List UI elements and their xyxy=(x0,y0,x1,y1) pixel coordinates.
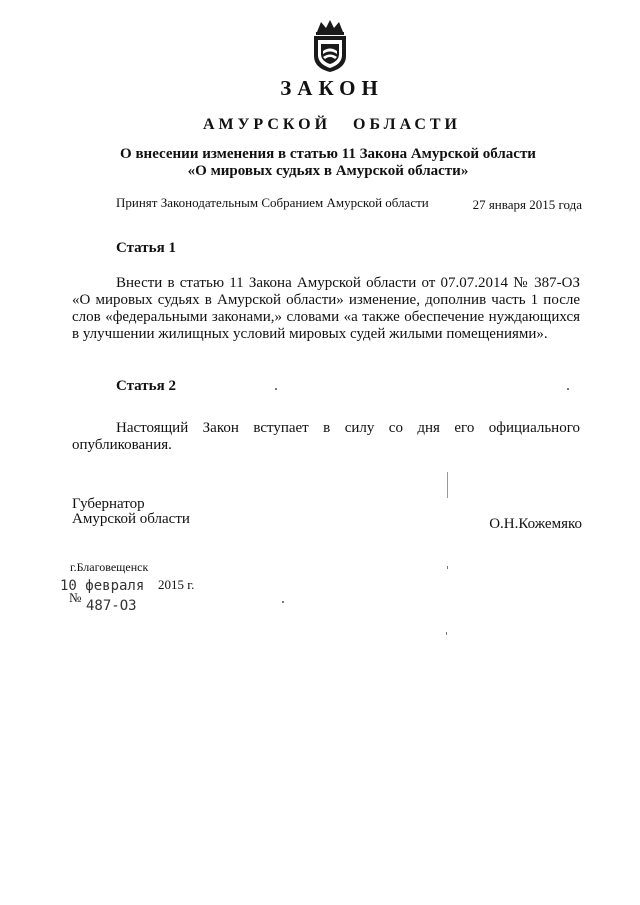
document-subtitle xyxy=(0,116,640,134)
number-mark: № xyxy=(69,590,82,605)
article-1-text: Внести в статью 11 Закона Амурской области от 07.07.2014 № 387-ОЗ «О мировых судьях в Амурской области» изменение, дополнив часть 1 после слов «федеральными законами,» словами «а также обеспечение нуждающихся в улучшении жилищных условий мировых судей жилыми помещениями». xyxy=(72,275,580,342)
scan-speck xyxy=(567,388,569,390)
article-2-title: Статья 2 xyxy=(116,378,176,394)
law-number: 487-ОЗ xyxy=(86,598,137,614)
governor-line-2: Амурской области xyxy=(72,511,190,527)
scan-speck xyxy=(275,388,277,390)
adopted-by: Принят Законодательным Собранием Амурской области xyxy=(116,195,429,210)
governor-line-1: Губернатор xyxy=(72,496,145,512)
scan-speck xyxy=(447,472,448,498)
governor-title xyxy=(72,497,190,527)
subtitle-oblast: ОБЛАСТИ xyxy=(353,116,461,133)
signer-name: О.Н.Кожемяко xyxy=(489,516,582,532)
signing-date: 10 февраля xyxy=(60,578,145,594)
law-heading xyxy=(108,146,548,180)
scan-speck xyxy=(446,632,447,635)
heading-line-2: «О мировых судьях в Амурской области» xyxy=(187,163,469,179)
article-1-title: Статья 1 xyxy=(116,240,176,256)
scan-speck xyxy=(447,566,448,569)
heading-line-1: О внесении изменения в статью 11 Закона Амурской области xyxy=(120,146,536,162)
document-title: ЗАКОН xyxy=(280,76,384,100)
signing-year: 2015 г. xyxy=(158,577,195,592)
article-2-text: Настоящий Закон вступает в силу со дня его официального опубликования. xyxy=(72,420,580,453)
coat-of-arms-icon xyxy=(305,18,355,74)
scan-speck xyxy=(282,601,284,603)
signing-city: г.Благовещенск xyxy=(70,560,149,574)
adopted-date: 27 января 2015 года xyxy=(472,197,582,212)
subtitle-region: АМУРСКОЙ xyxy=(203,116,332,133)
